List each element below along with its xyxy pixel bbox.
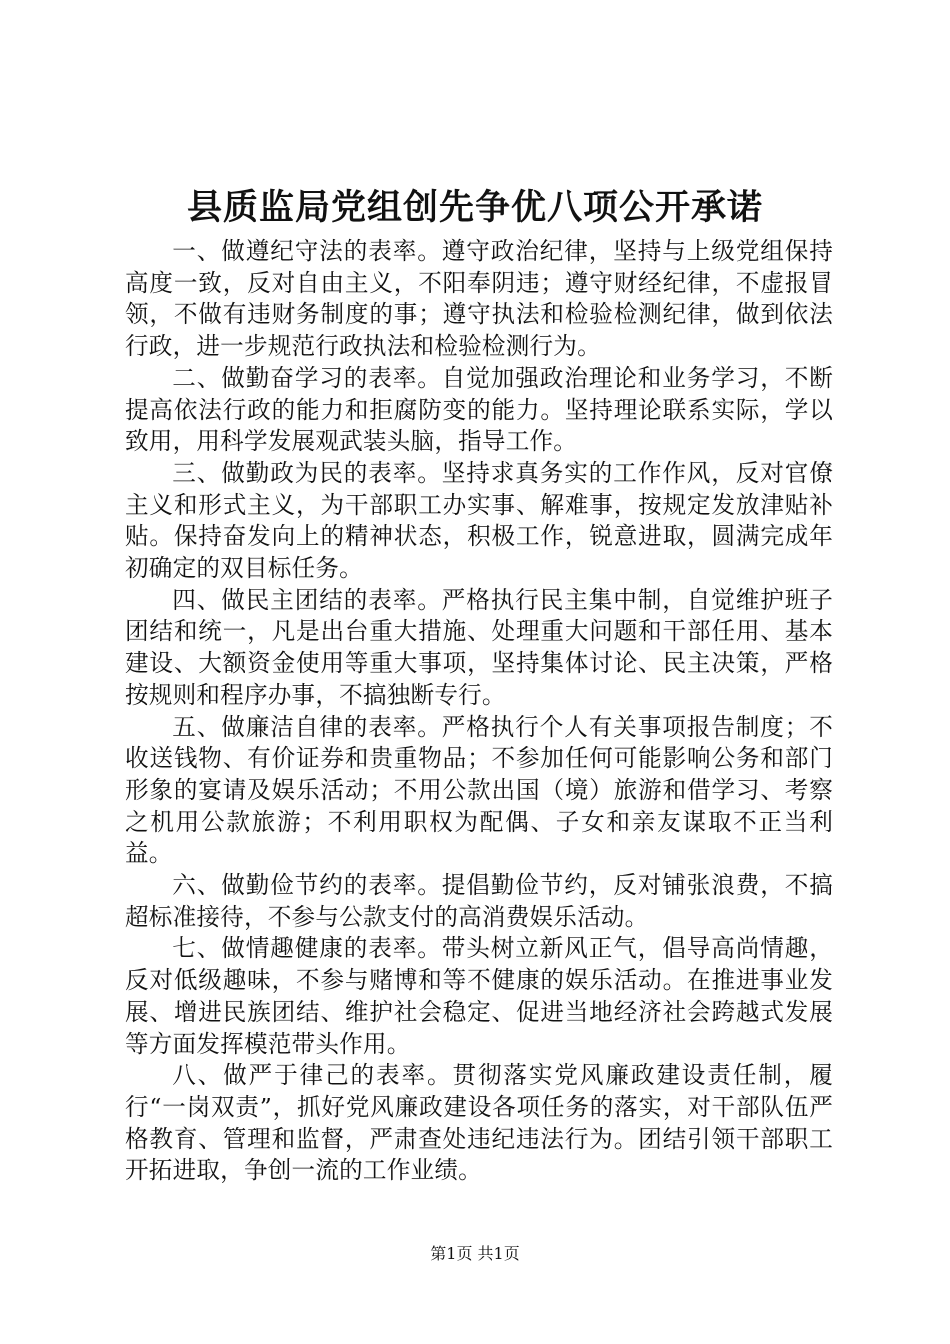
document-title: 县质监局党组创先争优八项公开承诺 (186, 187, 763, 228)
commitment-paragraph-6: 六、做勤俭节约的表率。提倡勤俭节约，反对铺张浪费，不搞超标准接待，不参与公款支付的高消费娱乐活动。 (125, 871, 833, 931)
commitment-paragraph-1: 一、做遵纪守法的表率。遵守政治纪律，坚持与上级党组保持高度一致，反对自由主义，不阳奉阴违；遵守财经纪律，不虚报冒领，不做有违财务制度的事；遵守执法和检验检测纪律，做到依法行政，进一步规范行政执法和检验检测行为。 (125, 237, 833, 361)
commitment-paragraph-2: 二、做勤奋学习的表率。自觉加强政治理论和业务学习，不断提高依法行政的能力和拒腐防变的能力。坚持理论联系实际，学以致用，用科学发展观武装头脑，指导工作。 (125, 363, 833, 456)
commitment-paragraph-5: 五、做廉洁自律的表率。严格执行个人有关事项报告制度；不收送钱物、有价证券和贵重物品；不参加任何可能影响公务和部门形象的宴请及娱乐活动；不用公款出国（境）旅游和借学习、考察之机用公款旅游；不利用职权为配偶、子女和亲友谋取不正当利益。 (125, 712, 833, 868)
commitment-paragraph-7: 七、做情趣健康的表率。带头树立新风正气，倡导高尚情趣，反对低级趣味，不参与赌博和等不健康的娱乐活动。在推进事业发展、增进民族团结、维护社会稳定、促进当地经济社会跨越式发展等方面发挥模范带头作用。 (125, 934, 833, 1058)
document-body (125, 236, 833, 1187)
page-number-footer: 第1页 共1页 (430, 1244, 520, 1263)
commitment-paragraph-8: 八、做严于律己的表率。贯彻落实党风廉政建设责任制，履行“一岗双责”，抓好党风廉政建设各项任务的落实，对干部队伍严格教育、管理和监督，严肃查处违纪违法行为。团结引领干部职工开拓进取，争创一流的工作业绩。 (125, 1061, 833, 1185)
commitment-paragraph-4: 四、做民主团结的表率。严格执行民主集中制，自觉维护班子团结和统一，凡是出台重大措施、处理重大问题和干部任用、基本建设、大额资金使用等重大事项，坚持集体讨论、民主决策，严格按规则和程序办事，不搞独断专行。 (125, 585, 833, 709)
commitment-paragraph-3: 三、做勤政为民的表率。坚持求真务实的工作作风，反对官僚主义和形式主义，为干部职工办实事、解难事，按规定发放津贴补贴。保持奋发向上的精神状态，积极工作，锐意进取，圆满完成年初确定的双目标任务。 (125, 458, 833, 583)
